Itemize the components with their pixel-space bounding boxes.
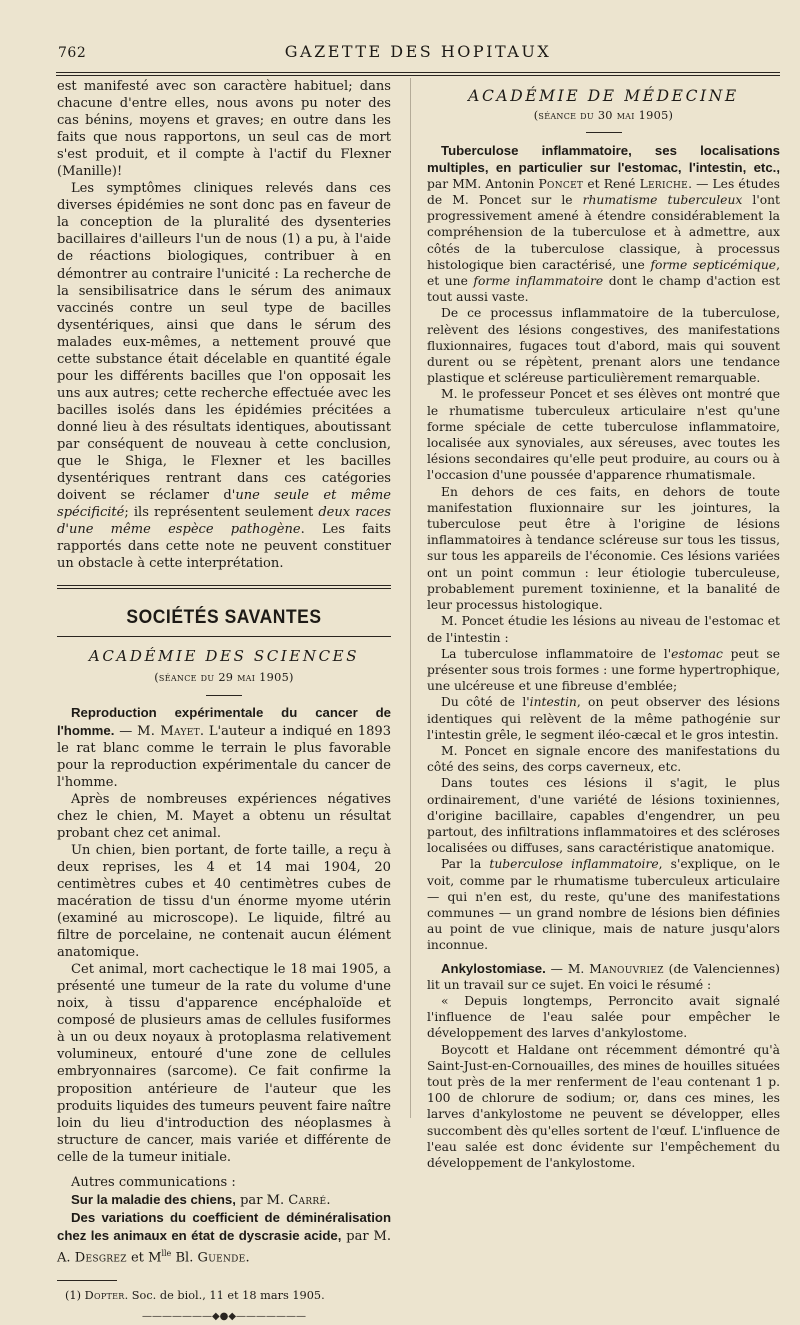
author-name: Guende: [197, 1250, 246, 1266]
emphasis: deux races d'une même espèce pathogène: [57, 505, 391, 538]
seance-date: (séance du 30 mai 1905): [533, 109, 674, 123]
page-number: 762: [58, 45, 87, 61]
academy-heading: ACADÉMIE DES SCIENCES: [88, 647, 360, 666]
paragraph: « Depuis longtemps, Perroncito avait signalé l'influence de l'eau salée pour empêcher le développement des larves d'ankylostome.: [427, 993, 780, 1041]
text-run: .: [245, 1250, 250, 1266]
text-run: (de Valenciennes) lit un travail sur ce sujet. En voici le résumé :: [427, 961, 780, 992]
article-title: Sur la maladie des chiens,: [71, 1191, 236, 1207]
emphasis: forme inflammatoire: [473, 274, 604, 289]
text-run: . Soc. de biol., 11 et 18 mars 1905.: [124, 1289, 325, 1303]
section-title: SOCIÉTÉS SAVANTES: [126, 607, 322, 629]
header-rule-upper: [56, 72, 780, 73]
communication-demineralisation: [57, 1209, 391, 1266]
author-name: Leriche: [639, 176, 689, 191]
paragraph: [427, 694, 780, 743]
paragraph-symptomes: [57, 180, 391, 572]
text-run: . Les faits rapportés dans cette note ne peuvent constituer un obstacle à cette interprétation.: [57, 522, 391, 572]
emphasis: forme septicémique: [650, 257, 777, 272]
paragraph: Cet animal, mort cachectique le 18 mai 1905, a présenté une tumeur de la rate du volume d'une noix, à tissu d'apparence encéphaloïde et composé de plusieurs amas de cellules fusiformes à un ou deux noyaux à protoplasma relativement volumineux, entouré d'une zone de cellules embryonnaires (sarcome). Ce fait confirme la proposition antérieure de l'auteur que les produits liquides des tumeurs peuvent faire naître loin du lieu d'introduction des néoplasmes à structure de cancer, mais variée et différente de celle de la tumeur initiale.: [57, 962, 391, 1165]
text-run: Les symptômes cliniques relevés dans ces diverses épidémies ne sont donc pas en faveur de la conception de la pluralité des dysenteries bacillaires d'ailleurs l'un de nous (1) a pu, à l'aide de réactions biologiques, contribuer à en démontrer au contraire l'unicité : La recherche de la sensibilisatrice dans le sérum des animaux vaccinés contre un seul type de bacilles dysentériques, ainsi que dans le sérum des malades eux-mêmes, a nettement prouvé que cette substance était décelable en quantité égale pour les différents bacilles que l'on opposait les uns aux autres; cette recherche effectuée avec les bacilles isolés dans les épidémies précitées a donné lieu à des résultats identiques, aboutissant par conséquent de nouveau à cette conclusion, que le Shiga, le Flexner et les bacilles dysentériques rentrant dans ces catégories doivent se réclamer d': [57, 181, 391, 504]
paragraph: De ce processus inflammatoire de la tuberculose, relèvent des lésions congestives, des manifestations fluxionnaires, fugaces tout d'abord, mais qui souvent durent ou se répètent, prenant alors une tendance plastique et scléreuse particulièrement remarquable.: [427, 306, 780, 386]
article-title: Ankylostomiase.: [441, 960, 546, 976]
text-run: . L'auteur a indiqué en 1893 le rat blanc comme le terrain le plus favorable pour la reproduction expérimentale du cancer de l'homme.: [57, 723, 391, 790]
paragraph: Un chien, bien portant, de forte taille, a reçu à deux reprises, les 4 et 14 mai 1904, 20 centimètres cubes et 40 centimètres cubes de macération de tissu d'un énorme myome utérin (examiné au microscope). Le liquide, filtré au filtre de porcelaine, ne contenait aucun élément anatomique.: [57, 842, 391, 961]
author-name: Carré: [288, 1192, 327, 1208]
text-run: Par la: [441, 857, 490, 872]
paragraph: Après de nombreuses expériences négatives chez le chien, M. Mayet a obtenu un résultat probant chez cet animal.: [57, 791, 391, 841]
left-column: [57, 78, 391, 1325]
right-column: [427, 78, 780, 1171]
text-run: peut se présenter sous trois formes : une forme hypertrophique, une ulcéreuse et une fibreuse d'emblée;: [427, 646, 780, 694]
text-run: par M. A.: [57, 1228, 391, 1266]
paragraph-reproduction: [57, 704, 391, 791]
text-run: et M: [126, 1250, 162, 1266]
academy-heading: ACADÉMIE DE MÉDECINE: [468, 87, 739, 105]
paragraph-continuation: est manifesté avec son caractère habituel; dans chacune d'entre elles, nous avons pu noter des cas bénins, moyens et graves; en outre dans les faits que nous rapportons, un seul cas de mort s'est produit, et il compte à l'actif du Flexner (Manille)!: [57, 79, 391, 180]
author-name: Poncet: [538, 176, 584, 191]
article-title: Reproduction expérimentale du cancer de l'homme.: [57, 704, 391, 738]
section-divider-lower: [57, 636, 391, 638]
page-header: [56, 42, 780, 66]
article-title: Tuberculose inflammatoire, ses localisations multiples, en particulier sur l'estomac, l'intestin, etc.,: [427, 143, 780, 175]
paragraph: En dehors de ces faits, en dehors de toute manifestation fluxionnaire sur les jointures, la tuberculose peut être à l'origine de lésions inflammatoires à tendance scléreuse sur tous les tissus, sur tous les appareils de l'économie. Ces lésions variées ont un point commun : leur étiologie tuberculeuse, probablement purement toxinienne, et la banalité de leur processus histologique.: [427, 484, 780, 613]
text-run: l'ont progressivement amené à étendre considérablement la compréhension de la tuberculose et à admettre, aux côtés de la tuberculose classique, à processus histologique bien caractérisé, une: [427, 193, 780, 272]
other-communications: Autres communications :: [71, 1174, 236, 1190]
short-rule: [206, 695, 242, 696]
short-rule: [586, 132, 622, 133]
author-name: M. Mayet: [137, 723, 200, 739]
text-run: par M.: [235, 1192, 289, 1208]
text-run: par MM. Antonin: [427, 176, 539, 191]
emphasis: tuberculose inflammatoire: [489, 857, 659, 872]
text-run: —: [114, 723, 138, 739]
paragraph-ankylostomiase: [427, 961, 780, 993]
text-run: La tuberculose inflammatoire de l': [441, 646, 672, 661]
paragraph-tuberculose: [427, 143, 780, 305]
paragraph: M. Poncet en signale encore des manifestations du côté des seins, des corps caverneux, etc.: [427, 743, 780, 775]
emphasis: une seule et même spécificité: [57, 488, 391, 521]
text-run: dont le champ d'action est tout aussi vaste.: [427, 274, 781, 305]
footnote-mark: (1): [65, 1289, 82, 1303]
text-run: , et une: [427, 257, 780, 289]
paragraph: [427, 646, 780, 695]
seance-date: (séance du 29 mai 1905): [154, 671, 294, 685]
header-rule-lower: [56, 75, 780, 76]
footnote-rule: [57, 1280, 117, 1281]
communication-chiens: [57, 1191, 391, 1209]
text-run: et René: [583, 176, 640, 191]
text-run: . — Les études de M. Poncet sur le: [427, 176, 780, 208]
section-divider: [57, 585, 391, 589]
ornament-divider: ———————◆●◆———————: [141, 1311, 307, 1323]
author-name: Dopter: [84, 1289, 125, 1303]
paragraph: Dans toutes ces lésions il s'agit, le plus ordinairement, d'une variété de lésions toxiniennes, d'origine bacillaire, capables d'engendrer, un peu partout, des infiltrations inflammatoires et des scléroses localisées ou diffuses, sans caractéristique anatomique.: [427, 776, 780, 856]
footnote: [57, 1287, 391, 1304]
emphasis: rhumatisme tuberculeux: [582, 193, 743, 208]
paragraph: Boycott et Haldane ont récemment démontré qu'à Saint-Just-en-Cornouailles, des mines de houilles situées tout près de la mer renferment de l'eau contenant 1 p. 100 de chlorure de sodium; or, dans ces mines, les larves d'ankylostome ne peuvent se développer, elles succombent dès qu'elles sortent de l'œuf. L'influence de l'eau salée est donc évidente sur l'empêchement du développement de l'ankylostome.: [427, 1042, 780, 1170]
text-run: , on peut observer des lésions identiques qui relèvent de la même pathogénie sur l'intestin grêle, le segment iléo-cæcal et le gros intestin.: [427, 695, 780, 742]
superscript: lle: [161, 1248, 172, 1258]
paragraph: [427, 856, 780, 953]
emphasis: estomac: [671, 646, 723, 661]
author-name: Desgrez: [74, 1250, 127, 1266]
text-run: .: [326, 1192, 331, 1208]
text-run: Du côté de l': [441, 695, 530, 710]
spacer: [427, 954, 780, 961]
paragraph: M. Poncet étudie les lésions au niveau de l'estomac et de l'intestin :: [427, 614, 780, 645]
text-run: — M.: [545, 961, 590, 976]
column-divider: [410, 78, 411, 1118]
running-title: GAZETTE DES HOPITAUX: [284, 42, 552, 61]
author-name: Manouvriez: [589, 961, 664, 976]
text-run: Bl.: [171, 1250, 198, 1266]
text-run: ; ils représentent seulement: [124, 505, 319, 521]
paragraph: M. le professeur Poncet et ses élèves ont montré que le rhumatisme tuberculeux articulaire n'est qu'une forme spéciale de cette tuberculose inflammatoire, localisée aux synoviales, aux séreuses, avec toutes les lésions secondaires qu'elle peut produire, au cours ou à l'occasion d'une poussée d'apparence rhumatismale.: [427, 387, 780, 483]
emphasis: intestin: [529, 695, 577, 710]
text-run: , s'explique, on le voit, comme par le rhumatisme tuberculeux articulaire — qui n'en est, du reste, qu'une des manifestations communes — un grand nombre de lésions bien définies au point de vue clinique, mais de nature jusqu'alors inconnue.: [427, 857, 781, 953]
article-title: Des variations du coefficient de déminéralisation chez les animaux en état de dyscrasie acide,: [57, 1209, 391, 1243]
